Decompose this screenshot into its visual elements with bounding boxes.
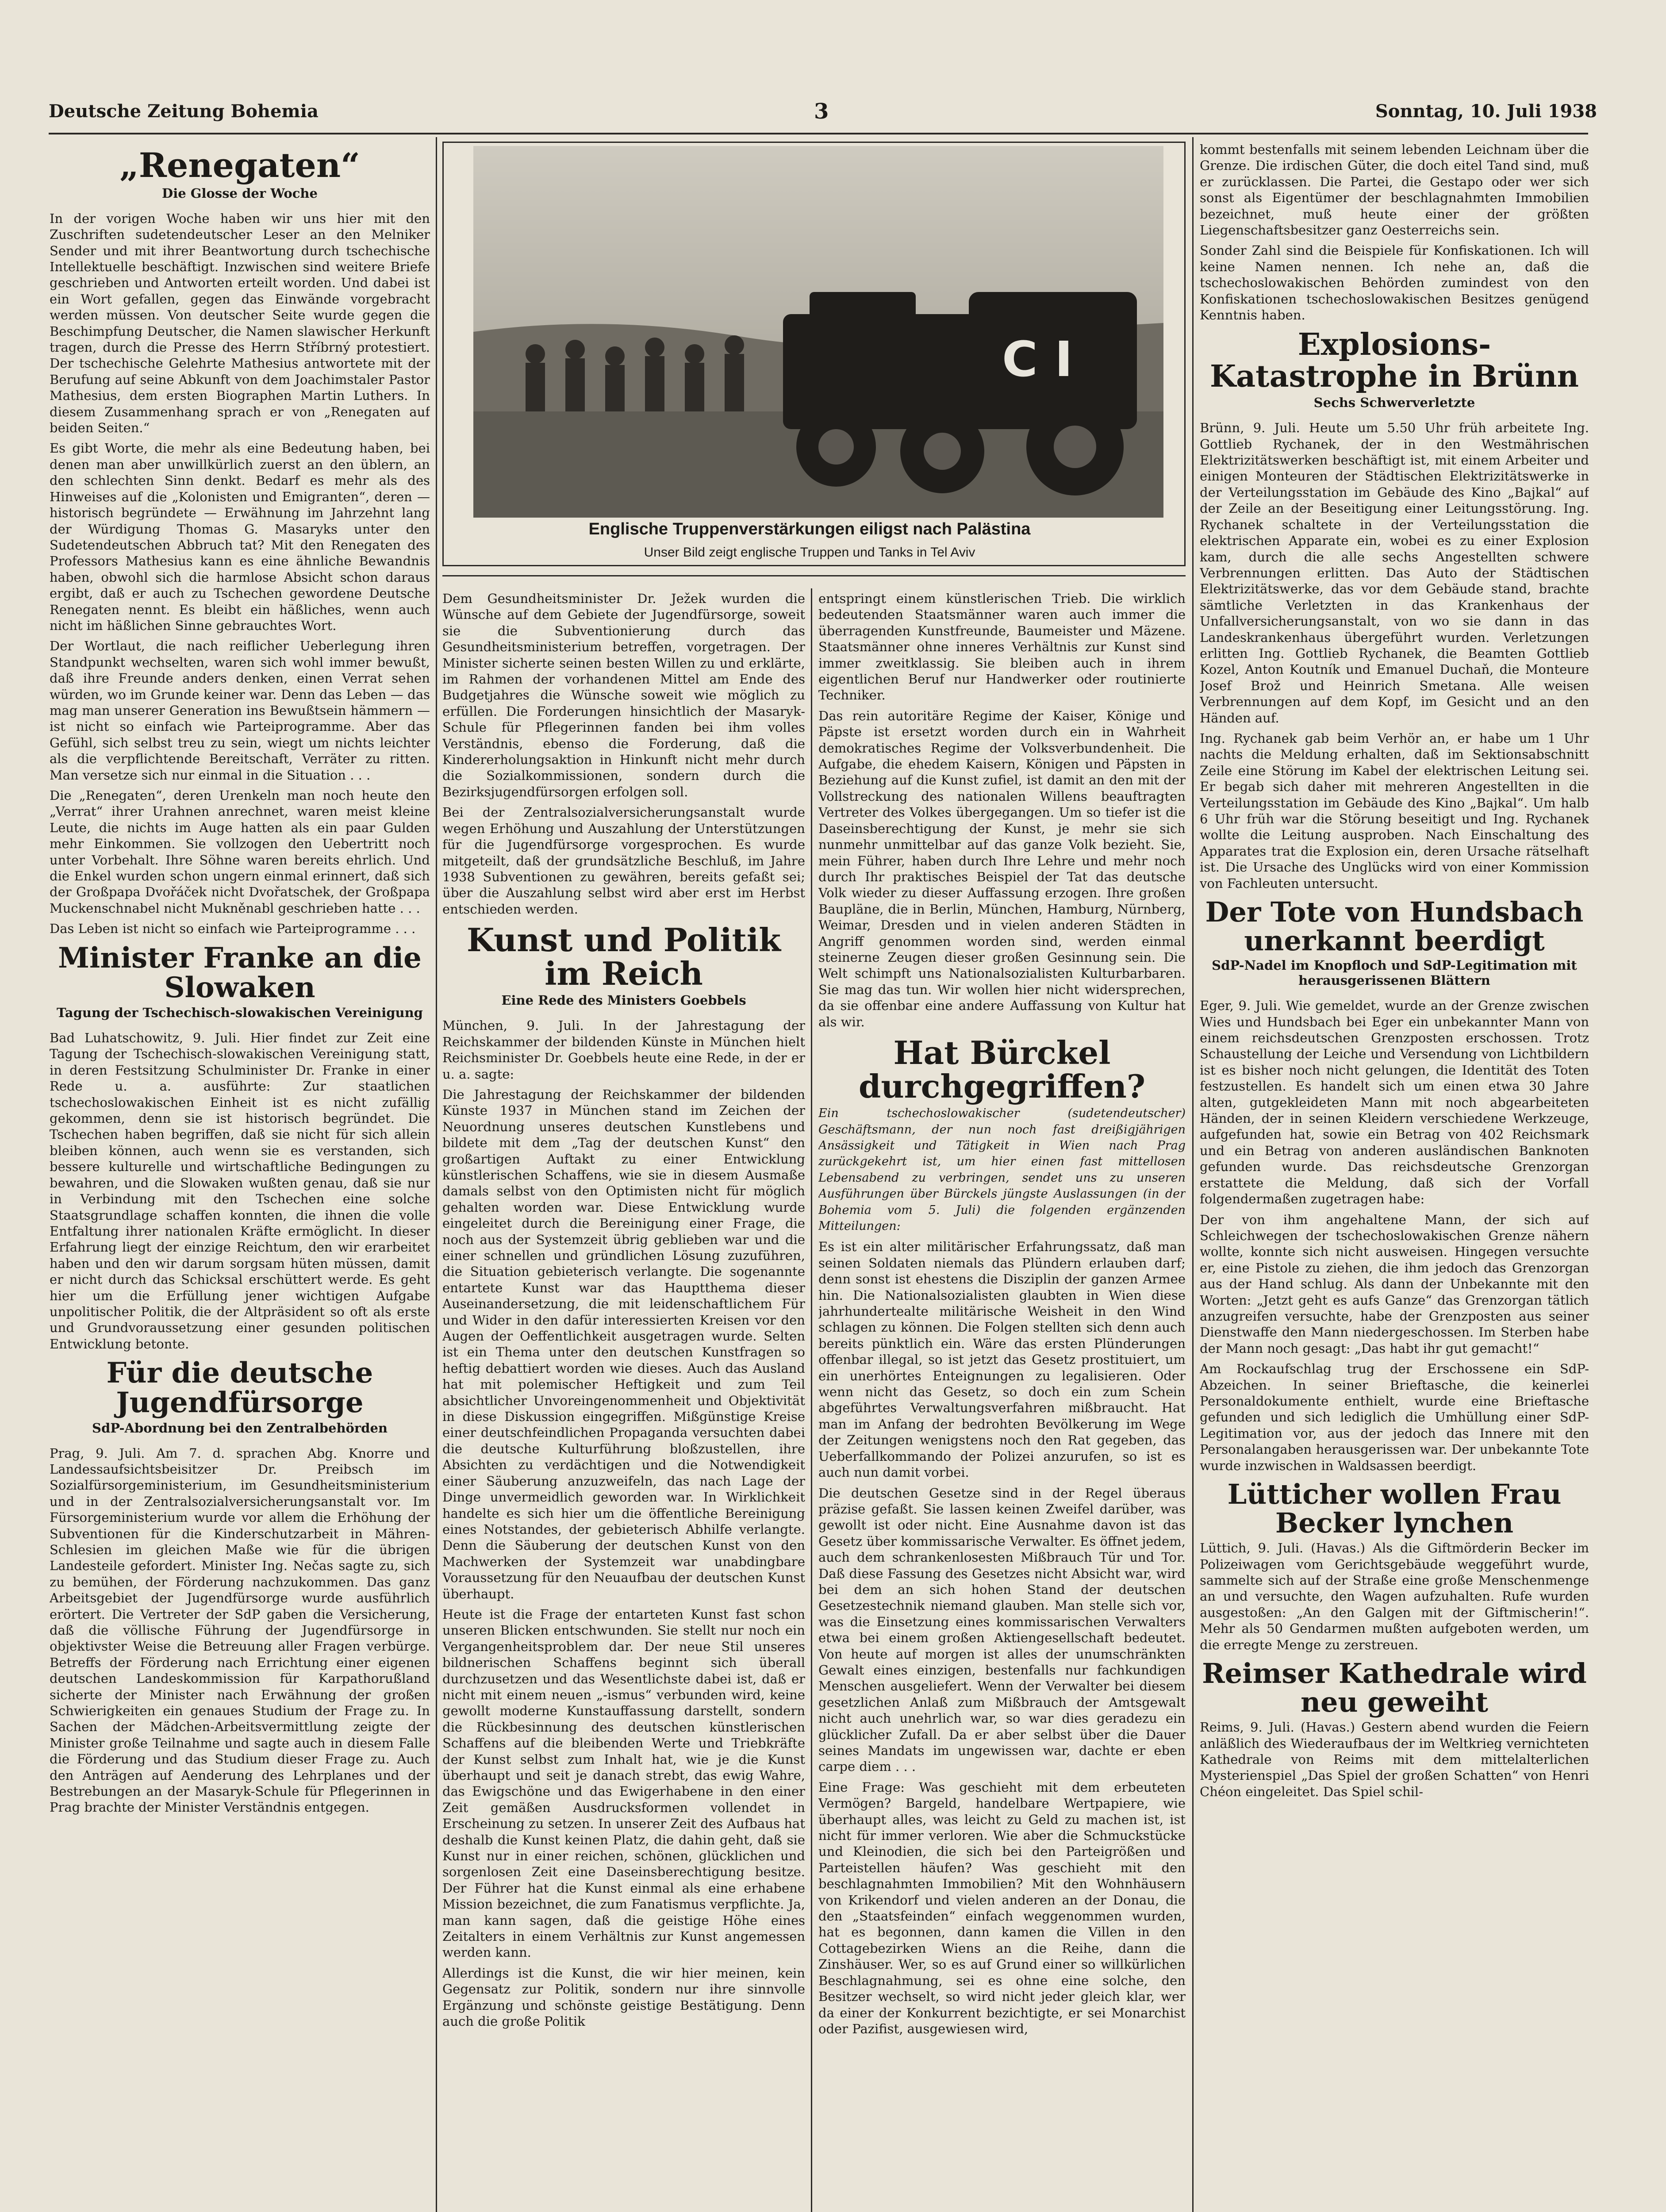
article-title: Für die deutsche Jugendfürsorge [106,1356,373,1420]
article-subtitle: SdP-Abordnung bei den Zentralbehörden [92,1420,388,1436]
newspaper-name: Deutsche Zeitung Bohemia [49,101,319,122]
paragraph: Bei der Zentralsozialversicherungsanstalt wurde wegen Erhöhung und Auszahlung der Unterstützungen für die Jugendfürsorge vorgesprochen. Es wurde mitgeteilt, daß der grundsätzliche Beschluß, im Jahre 1938 Subventionen zu gewähren, bereits gefaßt sei; über die Auszahlung selbst wird aber erst im Herbst entschieden werden. [442,805,805,917]
page-number: 3 [814,99,829,124]
paragraph: München, 9. Juli. In der Jahrestagung der Reichskammer der bildenden Künste in München hielt Reichsminister Dr. Goebbels heute eine Rede, in der er u. a. sagte: [442,1018,805,1082]
paragraph: entspringt einem künstlerischen Trieb. Die wirklich bedeutenden Staatsmänner waren auch immer die überragenden Kunstfreunde, Baumeister und Mäzene. Staatsmänner ohne inneres Verhältnis zur Kunst sind immer zweitklassig. Sie bleiben auch in ihrem eigentlichen Beruf nur Handwerker oder routinierte Techniker. [818,591,1186,703]
article-title: Hat Bürckel durchgegriffen? [858,1033,1146,1105]
paragraph: Reims, 9. Juli. (Havas.) Gestern abend wurden die Feiern anläßlich des Wiederaufbaus der im Weltkrieg vernichteten Kathedrale von Reims mit dem mittelalterlichen Mysterienspiel „Das Spiel der großen Schatten“ von Henri Chéon eingeleitet. Das Spiel schil- [1200,1720,1589,1799]
paragraph: Eger, 9. Juli. Wie gemeldet, wurde an der Grenze zwischen Wies und Hundsbach bei Eger ein unbekannter Mann von einem reichsdeutschen Grenzposten erschossen. Trotz Schaustellung der Leiche und Versendung von Lichtbildern ist es bisher noch nicht gelungen, die Identität des Toten festzustellen. Es handelt sich um einen etwa 30 Jahre alten, gutgekleideten Mann mit noch abgearbeiteten Händen, der in seinen Kleidern verschiedene Werkzeuge, aufgefunden hat, sowie ein Betrag von 402 Reichsmark und ein Betrag von anderen ausländischen Banknoten gefunden wurde. Das reichsdeutsche Grenzorgan erstattete die Meldung, daß sich der Vorfall folgendermaßen zugetragen habe: [1200,998,1589,1207]
paragraph: Die „Renegaten“, deren Urenkeln man noch heute den „Verrat“ ihrer Urahnen anrechnet, waren meist kleine Leute, die nichts im Auge hatten als ein paar Gulden mehr Einkommen. Sie vollzogen den Uebertritt noch unter Vorbehalt. Ihre Söhne waren bereits ehrlich. Und die Enkel wurden schon ungern einmal erinnert, daß sich der Großpapa Dvořáček nicht Dvořatschek, der Großpapa Muckenschnabel nicht Mukněnabl geschrieben hatte . . . [50,788,430,916]
article-title: Der Tote von Hundsbach unerkannt beerdigt [1205,896,1584,957]
paragraph: Es gibt Worte, die mehr als eine Bedeutung haben, bei denen man aber unwillkürlich zuerst an den üblern, an den schlechten Sinn denkt. Bedarf es mehr als des Hinweises auf die „Kolonisten und Emigranten“, deren — historisch begründete — Erwähnung im Jahrzehnt lang der Würdigung Thomas G. Masaryks unter den Sudetendeutschen Abbruch tat? Mit den Renegaten des Professors Mathesius kann es eine ähnliche Bewandnis haben, obwohl sich die harmlose Absicht schon daraus ergibt, daß er auch zu Tschechen gewordene Deutsche Renegaten nennt. Es bleibt ein häßliches, wenn auch nicht im häßlichen Sinne gebrauchtes Wort. [50,441,430,633]
paragraph: Die Jahrestagung der Reichskammer der bildenden Künste 1937 in München stand im Zeichen der Neuordnung unseres deutschen Kunstlebens und bildete mit dem „Tag der deutschen Kunst“ den großartigen Auftakt zu einer Entwicklung künstlerischen Schaffens, wie sie in diesem Ausmaße damals selbst von den Optimisten nicht für möglich gehalten worden war. Diese Entwicklung wurde eingeleitet durch die Bereinigung einer Frage, die noch aus der Systemzeit übrig geblieben war und die einer schnellen und gründlichen Lösung zuzuführen, die Situation gebieterisch verlangte. Die sogenannte entartete Kunst war das Hauptthema dieser Auseinandersetzung, die mit leidenschaftlichem Für und Wider in den dafür interessierten Kreisen vor den Augen der Oeffentlichkeit ausgetragen wurde. Selten ist ein Thema unter den deutschen Kunstfragen so heftig debattiert worden wie dieses. Auch das Ausland hat mit polemischer Heftigkeit und zum Teil absichtlicher Unvoreingenommenheit und Objektivität in diese Diskussion eingegriffen. Mißgünstige Kreise einer deutschfeindlichen Propaganda versuchten dabei die deutsche Kulturführung bloßzustellen, ihre Absichten zu verdächtigen und die Notwendigkeit einer Säuberung anzuzweifeln, das nach Lage der Dinge unvermeidlich geworden war. In Wirklichkeit handelte es sich hier um die öffentliche Bereinigung eines Notstandes, der gebieterisch Abhilfe verlangte. Denn die Säuberung der deutschen Kunst von den Machwerken der Systemzeit war unabdingbare Voraussetzung für den Neuaufbau der deutschen Kunst überhaupt. [442,1087,805,1601]
article-subtitle: Die Glosse der Woche [162,185,318,201]
article-title: Kunst und Politik im Reich [466,921,781,992]
troops-photo [473,146,1163,518]
paragraph: Heute ist die Frage der entarteten Kunst fast schon unseren Blicken entschwunden. Sie stellt nur noch ein Vergangenheitsproblem dar. Der neue Stil unseres bildnerischen Schaffens beginnt sich überall durchzusetzen und das Wesentlichste dabei ist, daß er nicht mit einem neuen „-ismus“ verbunden wird, keine gewollt moderne Kunstauffassung darstellt, sondern die Rückbesinnung des deutschen künstlerischen Schaffens auf die bleibenden Werte und Triebkräfte der Kunst selbst zum Inhalt hat, wie je die Kunst überhaupt und seit je danach strebt, das ewig Wahre, das Ewigschöne und das Ewigerhabene in den einer Zeit gemäßen Ausdrucksformen vollendet in Erscheinung zu setzen. In unserer Zeit des Aufbaus hat deshalb die Kunst keinen Platz, die dahin geht, daß sie Kunst nur in einer reichen, schönen, glücklichen und sorgenlosen Zeit eine Daseinsberechtigung besitze. Der Führer hat die Kunst einmal als eine erhabene Mission bezeichnet, die zum Fanatismus verpflichte. Ja, man kann sagen, daß die geistige Höhe eines Zeitalters in einem Verhältnis zur Kunst angemessen werden kann. [442,1606,805,1960]
paragraph: Das rein autoritäre Regime der Kaiser, Könige und Päpste ist ersetzt worden durch ein in Wahrheit demokratisches Regime der Volksverbundenheit. Die Aufgabe, die ehedem Kaisern, Königen und Päpsten in Beziehung auf die Kunst zufiel, ist damit an den mit der Vollstreckung des nationalen Willens beauftragten Vertreter des Volkes übergegangen. Um so tiefer ist die Daseinsberechtigung der Kunst, je mehr sie sich nunmehr unmittelbar auf das ganze Volk bezieht. Sie, mein Führer, haben durch Ihre Lehre und mehr noch durch Ihr praktisches Beispiel der Tat das deutsche Volk wieder zu dieser Auffassung erzogen. Ihre großen Baupläne, die in Berlin, München, Hamburg, Nürnberg, Weimar, Dresden und in vielen anderen Städten in Angriff genommen worden sind, werden einmal steinerne Zeugen dieser großen Gesinnung sein. Die Welt schimpft uns Nationalsozialisten Kulturbarbaren. Sie mag das tun. Wir wollen hier nicht widersprechen, da sie offenbar eine andere Auffassung von Kultur hat als wir. [818,708,1186,1029]
page-header [49,101,1597,129]
column-divider [436,137,437,2212]
article-intro: Ein tschechoslowakischer (sudetendeutscher) Geschäftsmann, der nun noch fast dreißigjährigen Ansässigkeit und Tätigkeit in Wien nach Prag zurückgekehrt ist, um hier einen fast mittellosen Lebensabend zu verbringen, sendet uns zu unseren Ausführungen über Bürckels jüngste Auslassungen (in der Bohemia vom 5. Juli) die folgenden ergänzenden Mitteilungen: [818,1106,1186,1233]
paragraph: Eine Frage: Was geschieht mit dem erbeuteten Vermögen? Bargeld, handelbare Wertpapiere, wie überhaupt alles, was leicht zu Geld zu machen ist, ist nicht für immer verloren. Wie aber die Schmuckstücke und Kleinodien, die sich bei den Parteigrößen und Parteistellen häufen? Was geschieht mit den beschlagnahmten Immobilien? Mit den Wohnhäusern von Krikendorf und vielen anderen an der Donau, die den „Staatsfeinden“ einfach weggenommen wurden, hat es begonnen, dann kamen die Villen in den Cottagebezirken Wiens an die Reihe, dann die Zinshäuser. Wer, so es auf Grund einer so willkürlichen Beschlagnahmung, sei es ohne eine solche, den Besitzer wechselt, so wird nicht jeder gleich klar, wer da einer der Konkurrent bezichtigte, er sei Monarchist oder Pazifist, ausgewiesen wird, [818,1779,1186,2036]
paragraph: kommt bestenfalls mit seinem lebenden Leichnam über die Grenze. Die irdischen Güter, die doch eitel Tand sind, muß er zurücklassen. Die Partei, die Gestapo oder wer sich sonst als Eigentümer der beschlagnahmten Immobilien bezeichnet, muß heute einer der größten Liegenschaftsbesitzer ganz Oesterreichs sein. [1200,142,1589,238]
vehicle-marking: C I [1002,331,1073,388]
paragraph: Die deutschen Gesetze sind in der Regel überaus präzise gefaßt. Sie lassen keinen Zweifel darüber, was gewollt ist oder nicht. Eine Ausnahme davon ist das Gesetz über kommissarische Verwalter. Es öffnet jedem, auch dem schrankenlosesten Mißbrauch Tür und Tor. Daß diese Fassung des Gesetzes nicht Absicht war, wird bei dem an sich hohen Stand der deutschen Gesetzestechnik niemand glauben. Man stelle sich vor, was die Einsetzung eines kommissarischen Verwalters etwa bei einem großen Aktiengesellschaft bedeutet. Von heute auf morgen ist alles der unumschränkten Gewalt eines einzigen, bestenfalls nur fachkundigen Menschen ausgeliefert. Wenn der Verwalter bei diesem gesetzlichen Anlaß zum Mißbrauch der Amtsgewalt nicht auch unehrlich war, so war dies geradezu ein glücklicher Zufall. Da er aber selbst über die Dauer seines Mandats im ungewissen war, dachte er eben carpe diem . . . [818,1485,1186,1774]
column-divider [811,588,812,2212]
article-subtitle: Sechs Schwerverletzte [1313,395,1475,411]
article-subtitle: SdP-Nadel im Knopfloch und SdP-Legitimation mit herausgerissenen Blättern [1212,958,1577,988]
column-4 [1200,142,1589,2212]
paragraph: Allerdings ist die Kunst, die wir hier meinen, kein Gegensatz zur Politik, sondern nur ihre sinnvolle Ergänzung und schönste geistige Bestätigung. Denn auch die große Politik [442,1965,805,2029]
article-title: Minister Franke an die Slowaken [58,941,422,1004]
article-subtitle: Eine Rede des Ministers Goebbels [501,993,746,1008]
paragraph: Sonder Zahl sind die Beispiele für Konfiskationen. Ich will keine Namen nennen. Ich nehe an, daß die tschechoslowakischen Behörden zumindest von den Konfiskationen tschechoslowakischen Besitzes genügend Kenntnis haben. [1200,243,1589,323]
paragraph: Bad Luhatschowitz, 9. Juli. Hier findet zur Zeit eine Tagung der Tschechisch-slowakischen Vereinigung statt, in deren Festsitzung Schulminister Dr. Franke in einer Rede u. a. ausführte: Zur staatlichen tschechoslowakischen Einheit ist es nicht zufällig gekommen, denn sie ist historisch begründet. Die Tschechen haben begriffen, daß sie nicht für sich allein bleiben können, auch wenn sie es verstanden, sich bessere kulturelle und wirtschaftliche Bedingungen zu bewahren, und die Slowaken wußten genau, daß sie nur in Verbindung mit den Tschechen eine solche Staatsgrundlage schaffen konnten, die ihnen die volle Entfaltung ihrer nationalen Kräfte ermöglicht. In dieser Erfahrung liegt der einzige Reichtum, den wir erarbeitet haben und den wir darum sorgsam hüten müssen, damit er nicht durch das Schicksal erschüttert werde. Es geht hier um die Erfüllung jener wichtigen Aufgabe unpolitischer Politik, die der Altpräsident so oft als erste und Grundvoraussetzung einer gesunden politischen Entwicklung betonte. [50,1030,430,1352]
paragraph: Der Wortlaut, die nach reiflicher Ueberlegung ihren Standpunkt wechselten, waren sich wohl immer bewußt, daß ihre Freunde anders denken, einen Verrat sehen würden, wo im Grunde keiner war. Denn das Leben — das mag man unserer Generation ins Bewußtsein hämmern — ist nicht so einfach wie Parteiprogramme. Aber das Gefühl, sich selbst treu zu sein, wiegt um nichts leichter als die verpflichtende Bereitschaft, Verräter zu ritten. Man versetze sich nur einmal in die Situation . . . [50,638,430,783]
column-2 [442,591,805,2212]
paragraph: Das Leben ist nicht so einfach wie Parteiprogramme . . . [50,921,416,937]
column-3 [818,591,1186,2212]
issue-date: Sonntag, 10. Juli 1938 [1375,101,1597,122]
paragraph: Der von ihm angehaltene Mann, der sich auf Schleichwegen der tschechoslowakischen Grenze nähern wollte, konnte sich nicht ausweisen. Hingegen versuchte er, eine Pistole zu ziehen, die ihm jedoch das Grenzorgan aus der Hand schlug. Als dann der Unbekannte mit den Worten: „Jetzt geht es aufs Ganze“ das Grenzorgan tätlich anzugreifen versuchte, habe der Grenzposten aus seiner Dienstwaffe den Mann niedergeschossen. Im Sterben habe der Mann noch gesagt: „Das habt ihr gut gemacht!“ [1200,1212,1589,1356]
column-1 [50,142,430,2212]
header-rule [49,133,1588,134]
paragraph: Lüttich, 9. Juli. (Havas.) Als die Giftmörderin Becker im Polizeiwagen vom Gerichtsgebäude weggeführt wurde, sammelte sich auf der Straße eine große Menschenmenge an und versuchte, den Wagen aufzuhalten. Rufe wurden ausgestoßen: „An den Galgen mit der Giftmischerin!“. Mehr als 50 Gendarmen mußten aufgeboten werden, um die erregte Menge zu zerstreuen. [1200,1540,1589,1652]
paragraph: Es ist ein alter militärischer Erfahrungssatz, daß man seinen Soldaten niemals das Plündern erlauben darf; denn sonst ist ehestens die Disziplin der ganzen Armee hin. Die Nationalsozialisten glaubten in Wien diese jahrhundertealte militärische Weisheit in den Wind schlagen zu können. Die Folgen stellten sich denn auch bereits pünktlich ein. Wäre das ersten Plünderungen offenbar illegal, so ist jetzt das Gesetz prostituiert, um ein unerhörtes Enteignungen zu legalisieren. Oder wenn nicht das Gesetz, so doch ein zum Schein abgeführtes Verwaltungsverfahren mißbraucht. Hat man im Anfang der bedrohten Bevölkerung im Wege der Zeitungen wenigstens noch den Rat gegeben, das Ueberfallkommando der Polizei anzurufen, so ist es auch nun damit vorbei. [818,1239,1186,1480]
article-subtitle: Tagung der Tschechisch-slowakischen Vereinigung [57,1005,423,1021]
paragraph: Brünn, 9. Juli. Heute um 5.50 Uhr früh arbeitete Ing. Gottlieb Rychanek, der in den Westmährischen Elektrizitätswerken beschäftigt ist, mit einem Arbeiter und einigen Monteuren der Städtischen Elektrizitätswerke in der Verteilungsstation im Gebäude des Kino „Bajkal“ auf der Zeile an der Beseitigung einer Leitungsstörung. Ing. Rychanek schaltete in der Verteilungsstation die elektrischen Apparate ein, wobei es zu einer Explosion kam, durch die alle sechs Angestellten schwere Verbrennungen erlitten. Das Auto der Städtischen Elektrizitätswerke, das vor dem Gebäude stand, brachte sämtliche Verletzten in das Krankenhaus der Unfallversicherungsanstalt, von wo sie dann in das Landeskrankenhaus übergeführt wurden. Verletzungen erlitten Ing. Gottlieb Rychanek, die Beamten Gottlieb Kozel, Anton Koutník und Emanuel Duchaň, die Monteure Josef Brož und Heinrich Smetana. Alle weisen Verbrennungen auf dem Kopf, im Gesicht und an den Händen auf. [1200,420,1589,726]
article-title: Reimser Kathedrale wird neu geweiht [1202,1657,1587,1719]
photo-subcaption: Unser Bild zeigt englische Truppen und Tanks in Tel Aviv [644,545,975,560]
paragraph: Prag, 9. Juli. Am 7. d. sprachen Abg. Knorre und Landessaufsichtsbeisitzer Dr. Preibsch im Sozialfürsorgeministerium, im Gesundheitsministerium und in der Zentralsozialversicherungsanstalt vor. Im Fürsorgeministerium wurde vor allem die Erhöhung der Subventionen für die Kinderschutzarbeit in Mähren-Schlesien im gleichen Maße wie für die übrigen Landesteile gefordert. Minister Ing. Nečas sagte zu, sich zu bemühen, der Förderung nachzukommen. Das ganz Arbeitsgebiet der Jugendfürsorge wurde ausführlich erörtert. Die Vertreter der SdP gaben die Versicherung, daß die völlische Führung der Jugendfürsorge in objektivster Weise die Betreuung aller Fragen verbürge. Betreffs der Förderung nach Errichtung einer eigenen deutschen Landeskommission für Karpathorußland sicherte der Minister nach Erwähnung der großen Schwierigkeiten ein genaues Studium der Frage zu. In Sachen der Mädchen-Arbeitsvermittlung zeigte der Minister große Teilnahme und sagte auch in diesem Falle die Förderung und das Studium dieser Frage zu. Auch den Anträgen auf Aenderung des Lehrplanes und der Bestrebungen an der Masaryk-Schule für Pflegerinnen in Prag brachte der Minister Verständnis entgegen. [50,1445,430,1815]
caption-rule [442,575,1186,576]
article-title: Lütticher wollen Frau Becker lynchen [1227,1478,1562,1540]
tanks-photo-image [473,146,1163,518]
paragraph: In der vorigen Woche haben wir uns hier mit den Zuschriften sudetendeutscher Leser an den Melniker Sender und mit ihrer Beantwortung durch tschechische Intellektuelle beschäftigt. Inzwischen sind weitere Briefe geschrieben und Antworten erteilt worden. Und dabei ist ein Wort gefallen, gegen das Einwände vorgebracht werden müssen. Von deutscher Seite wurde gegen die Beschimpfung Deutscher, die Namen slawischer Herkunft tragen, durch die Presse des Herrn Stříbrný protestiert. Der tschechische Gelehrte Mathesius antwortete mit der Berufung auf seine Abkunft von dem Joachimstaler Pastor Mathesius, dem ersten Biographen Martin Luthers. In diesem Zusammenhang sprach er von „Renegaten auf beiden Seiten.“ [50,211,430,436]
paragraph: Dem Gesundheitsminister Dr. Ježek wurden die Wünsche auf dem Gebiete der Jugendfürsorge, soweit sie die Subventionierung durch das Gesundheitsministerium betreffen, vorgetragen. Der Minister sicherte seinen besten Willen zu und erklärte, im Rahmen der vorhandenen Mittel am Ende des Budgetjahres die Wünsche soweit wie möglich zu erfüllen. Die Forderungen hinsichtlich der Masaryk-Schule für Pflegerinnen fanden bei ihm volles Verständnis, ebenso die Forderung, daß die Kindererholungsaktion in Hinkunft nicht mehr durch die Sozialkommissionen, sondern durch die Bezirksjugendfürsorgen erfolgen soll. [442,591,805,799]
article-title: Explosions-Katastrophe in Brünn [1210,327,1579,394]
paragraph: Ing. Rychanek gab beim Verhör an, er habe um 1 Uhr nachts die Meldung erhalten, daß im Sektionsabschnitt Zeile eine Störung im Kabel der elektrischen Leitung sei. Er begab sich daher mit mehreren Angestellten in die Verteilungsstation im Gebäude des Kino „Bajkal“. Um halb 6 Uhr früh war die Störung beseitigt und Ing. Rychanek wollte die Leitung ausproben. Nach Einschaltung des Apparates trat die Explosion ein, deren Ursache rätselhaft ist. Die Ursache des Unglücks wird von einer Kommission von Fachleuten untersucht. [1200,730,1589,891]
photo-caption: Englische Truppenverstärkungen eiligst nach Palästina [588,520,1031,538]
column-divider [1192,137,1194,2212]
article-title: „Renegaten“ [119,146,360,185]
paragraph: Am Rockaufschlag trug der Erschossene ein SdP-Abzeichen. In seiner Brieftasche, die keinerlei Personaldokumente enthielt, wurde eine Brieftasche gefunden und sich lediglich die Umhüllung einer SdP-Legitimation vor, aus der jedoch das Innere mit den Personalangaben herausgerissen war. Der unbekannte Tote wurde inzwischen in Waldsassen beerdigt. [1200,1361,1589,1473]
